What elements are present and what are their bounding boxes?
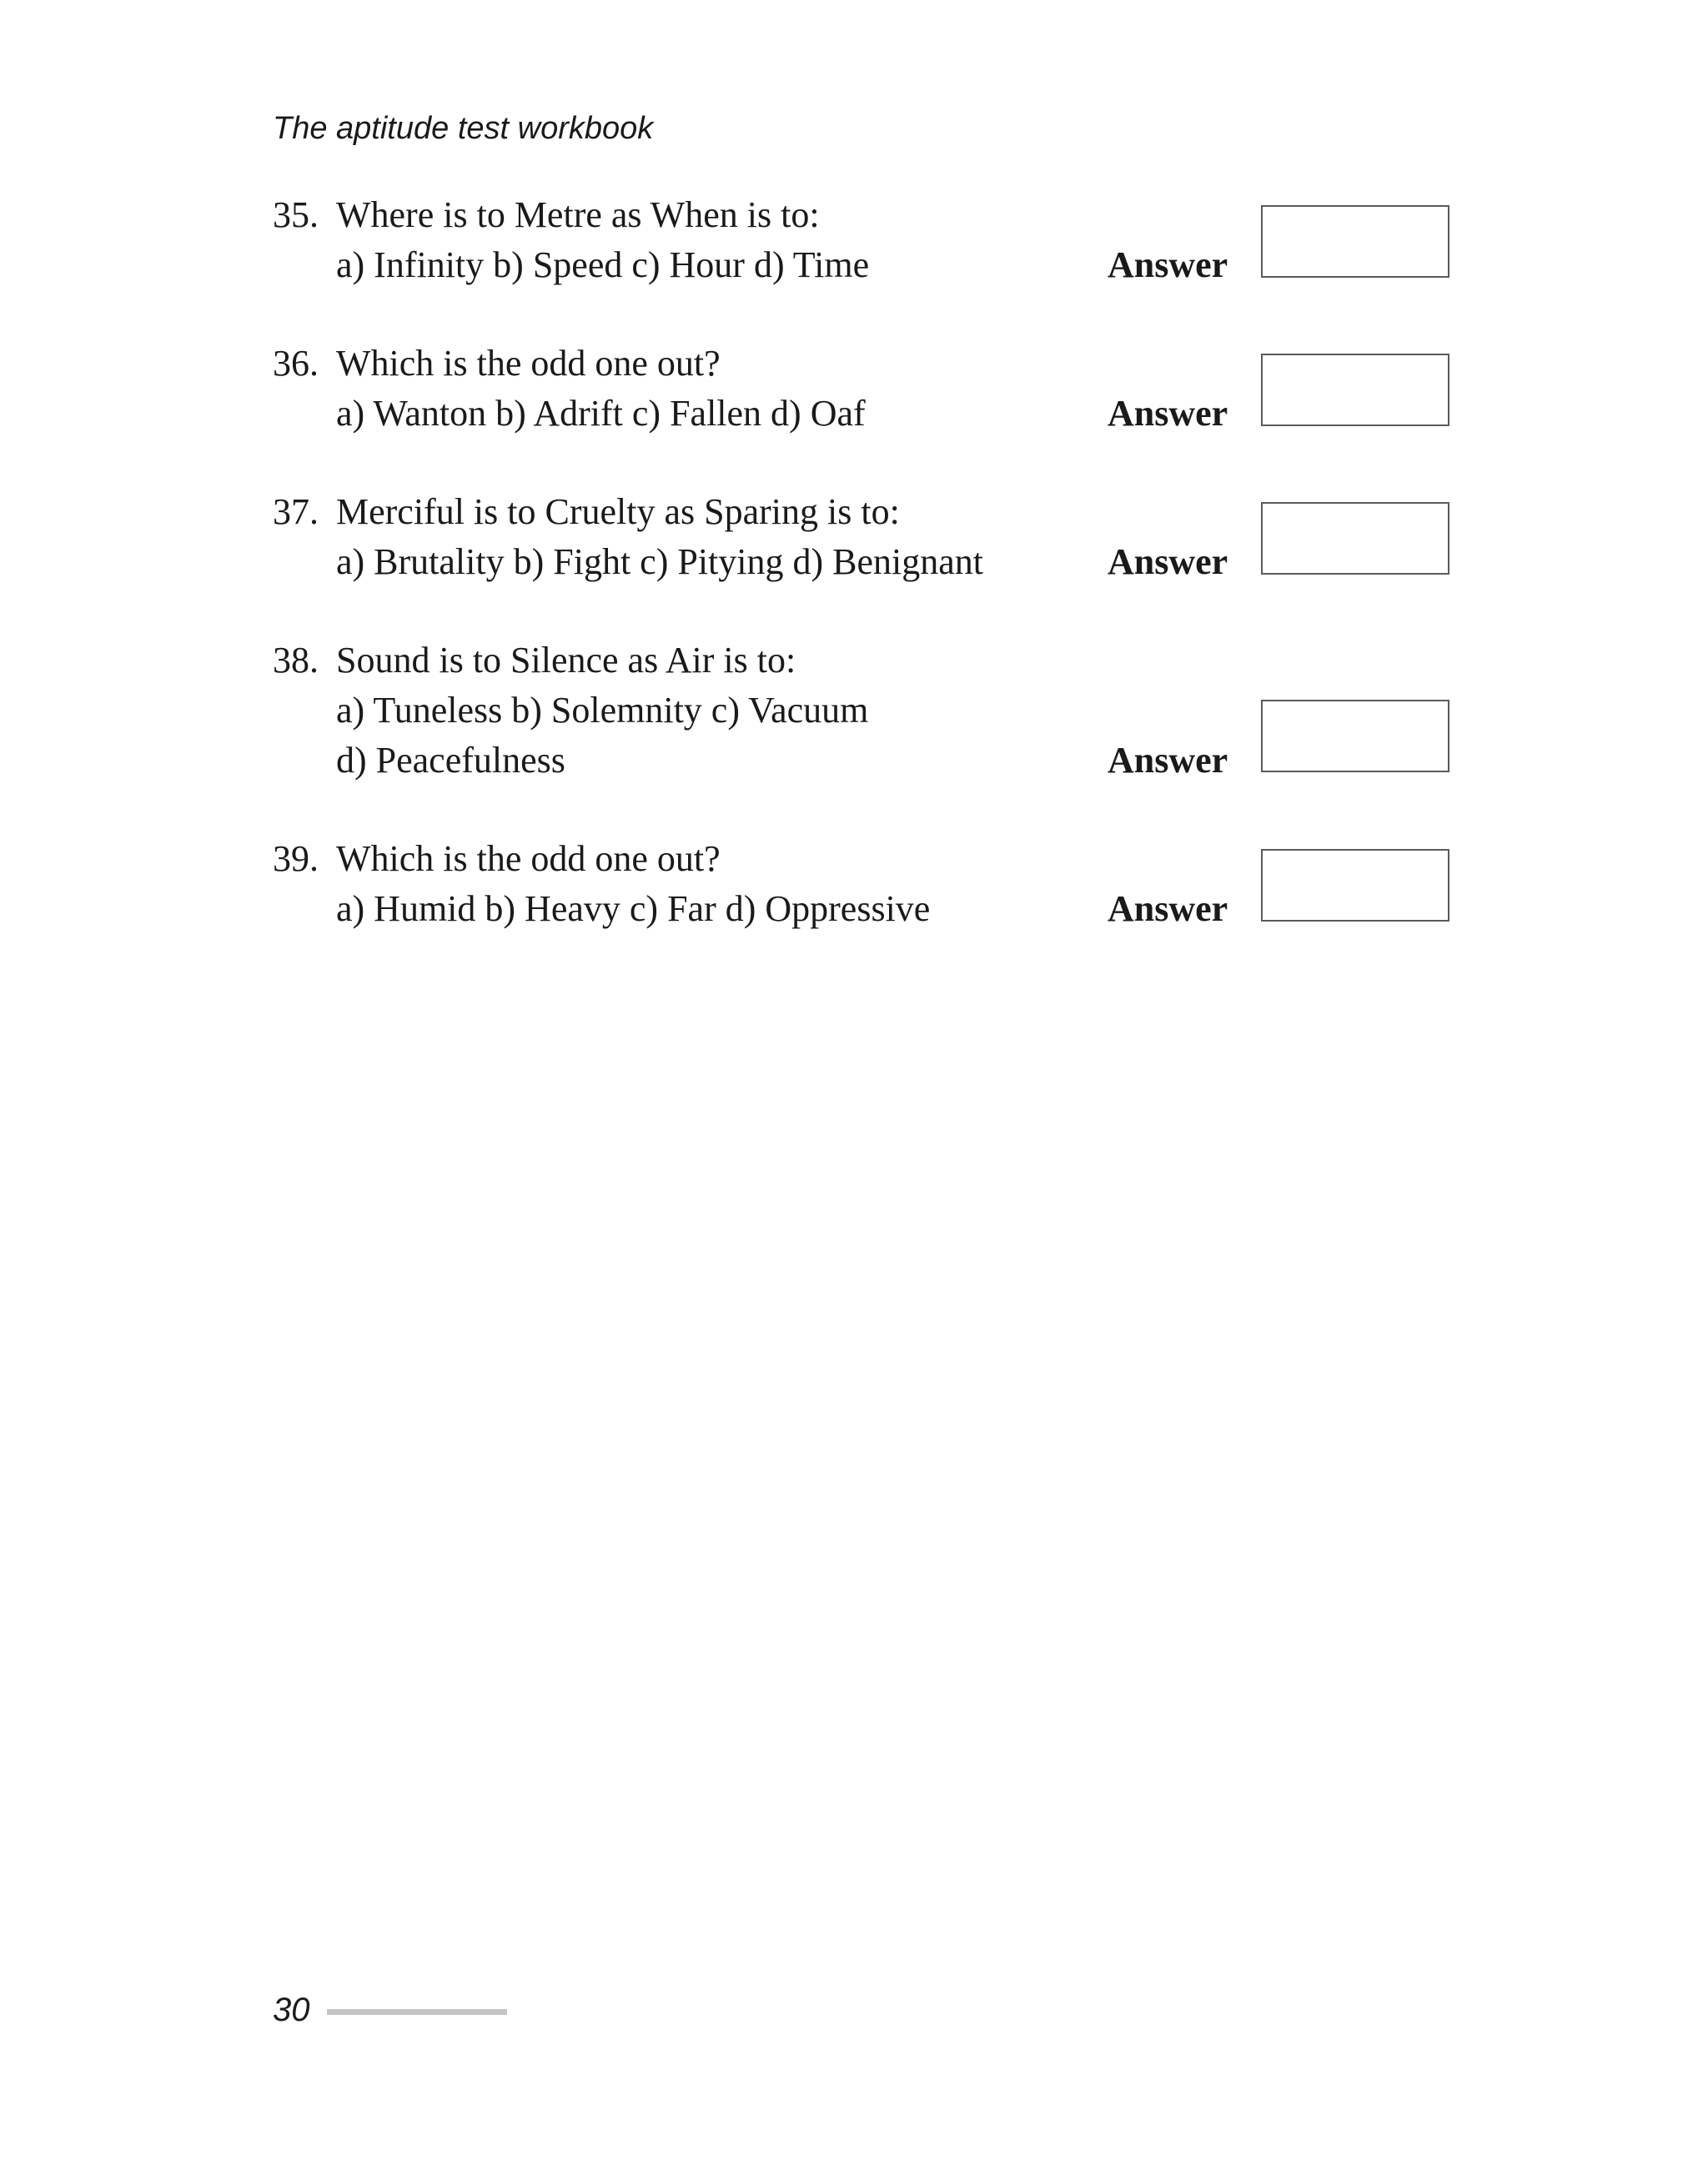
answer-box-37[interactable] [1261, 502, 1449, 575]
answer-label: Answer [1108, 888, 1228, 929]
question-options-continued: d) Peacefulness [336, 740, 565, 781]
answer-label: Answer [1108, 393, 1228, 434]
answer-label: Answer [1108, 740, 1228, 781]
question-number: 39. [273, 838, 319, 879]
question-number: 35. [273, 194, 319, 235]
answer-box-35[interactable] [1261, 205, 1449, 278]
answer-label: Answer [1108, 541, 1228, 582]
answer-label: Answer [1108, 244, 1228, 285]
answer-box-39[interactable] [1261, 849, 1449, 922]
answer-box-36[interactable] [1261, 354, 1449, 426]
question-prompt: Which is the odd one out? [336, 838, 721, 879]
question-prompt: Which is the odd one out? [336, 343, 721, 384]
answer-box-38[interactable] [1261, 700, 1449, 772]
question-prompt: Sound is to Silence as Air is to: [336, 640, 796, 681]
question-options: a) Infinity b) Speed c) Hour d) Time [336, 244, 870, 285]
question-prompt: Merciful is to Cruelty as Sparing is to: [336, 491, 900, 532]
question-options: a) Tuneless b) Solemnity c) Vacuum [336, 690, 869, 731]
question-options: a) Brutality b) Fight c) Pitying d) Benignant [336, 541, 984, 582]
question-number: 37. [273, 491, 319, 532]
question-options: a) Wanton b) Adrift c) Fallen d) Oaf [336, 393, 866, 434]
question-prompt: Where is to Metre as When is to: [336, 194, 820, 235]
question-number: 38. [273, 640, 319, 681]
question-number: 36. [273, 343, 319, 384]
page-number: 30 [273, 1992, 310, 2028]
question-options: a) Humid b) Heavy c) Far d) Oppressive [336, 888, 931, 929]
footer-rule [327, 2009, 507, 2015]
running-head-title: The aptitude test workbook [273, 111, 654, 146]
